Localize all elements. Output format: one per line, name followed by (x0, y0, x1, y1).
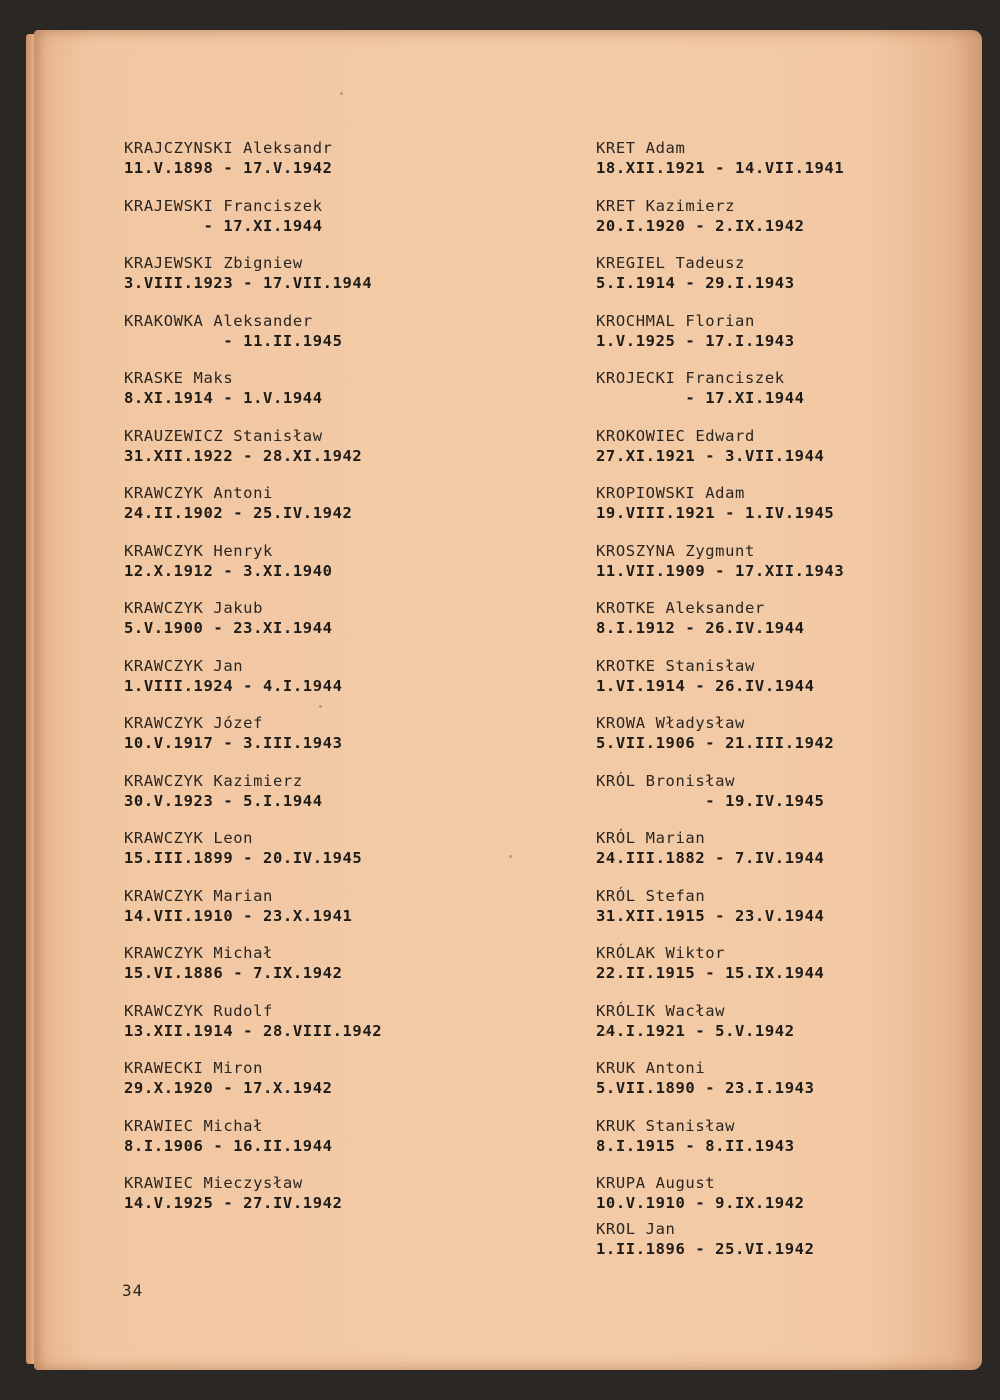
entry-name: KREGIEL Tadeusz (596, 254, 745, 272)
entry-name: KRET Kazimierz (596, 196, 736, 215)
entry-name: KRÓL Stefan (596, 886, 706, 905)
entry-left-16 (124, 1058, 504, 1116)
entry-right-18 (596, 1173, 976, 1219)
entry-dates: 11.V.1898 - 17.V.1942 (124, 159, 333, 177)
entry-left-10 (124, 713, 504, 771)
entry-name: KRÓL Bronisław (596, 771, 736, 790)
entry-right-3 (596, 311, 976, 369)
entry-name: KROJECKI Franciszek (596, 369, 785, 387)
entry-dates: 24.I.1921 - 5.V.1942 (596, 1021, 795, 1040)
entry-right-10 (596, 713, 976, 771)
entry-dates: 14.V.1925 - 27.IV.1942 (124, 1194, 343, 1212)
entry-left-12 (124, 828, 504, 886)
entry-dates: 10.V.1917 - 3.III.1943 (124, 734, 343, 752)
entry-dates: - 17.XI.1944 (596, 389, 805, 407)
entry-dates: 12.X.1912 - 3.XI.1940 (124, 561, 333, 580)
entry-left-13 (124, 886, 504, 944)
entry-dates: 8.I.1915 - 8.II.1943 (596, 1136, 795, 1155)
entry-left-0 (124, 138, 504, 196)
entry-name: KRUK Stanisław (596, 1116, 736, 1135)
entry-name: KRAJEWSKI Franciszek (124, 196, 323, 215)
entry-dates: 24.III.1882 - 7.IV.1944 (596, 849, 825, 867)
entry-name: KRAKOWKA Aleksander (124, 311, 313, 330)
entry-right-2 (596, 253, 976, 311)
entry-dates: 5.I.1914 - 29.I.1943 (596, 274, 795, 292)
entry-dates: 18.XII.1921 - 14.VII.1941 (596, 159, 845, 177)
entry-left-4 (124, 368, 504, 426)
paper-speck (509, 855, 512, 858)
entry-name: KROCHMAL Florian (596, 311, 755, 330)
right-column (596, 138, 976, 1277)
entry-right-6 (596, 483, 976, 541)
entry-left-14 (124, 943, 504, 1001)
entry-name: KROPIOWSKI Adam (596, 484, 745, 502)
entry-name: KRAWECKI Miron (124, 1059, 264, 1077)
entry-name: KRUPA August (596, 1174, 716, 1192)
entry-left-1 (124, 196, 504, 254)
entry-right-0 (596, 138, 976, 196)
entry-dates: 1.V.1925 - 17.I.1943 (596, 331, 795, 350)
entry-name: KRAWCZYK Antoni (124, 484, 273, 502)
entry-dates: 20.I.1920 - 2.IX.1942 (596, 216, 805, 235)
entry-name: KRAWCZYK Marian (124, 886, 273, 905)
entry-right-19 (596, 1219, 976, 1277)
entry-left-7 (124, 541, 504, 599)
entry-dates: 24.II.1902 - 25.IV.1942 (124, 504, 353, 522)
left-column (124, 138, 504, 1231)
entry-name: KRAWCZYK Michał (124, 944, 273, 962)
entry-right-1 (596, 196, 976, 254)
entry-left-6 (124, 483, 504, 541)
entry-dates: 15.III.1899 - 20.IV.1945 (124, 849, 363, 867)
entry-name: KROSZYNA Zygmunt (596, 541, 755, 560)
entry-name: KRET Adam (596, 139, 686, 157)
entry-dates: 11.VII.1909 - 17.XII.1943 (596, 561, 845, 580)
entry-right-13 (596, 886, 976, 944)
entry-dates: 5.V.1900 - 23.XI.1944 (124, 619, 333, 637)
entry-dates: 8.I.1912 - 26.IV.1944 (596, 619, 805, 637)
entry-dates: 1.VIII.1924 - 4.I.1944 (124, 676, 343, 695)
entry-left-17 (124, 1116, 504, 1174)
entry-name: KRÓLAK Wiktor (596, 944, 726, 962)
entry-left-18 (124, 1173, 504, 1231)
entry-name: KRAWCZYK Józef (124, 714, 264, 732)
entry-right-15 (596, 1001, 976, 1059)
entry-name: KRUK Antoni (596, 1059, 706, 1077)
entry-left-2 (124, 253, 504, 311)
entry-name: KRAWCZYK Rudolf (124, 1001, 273, 1020)
entry-name: KRAJCZYNSKI Aleksandr (124, 139, 333, 157)
entry-right-11 (596, 771, 976, 829)
entry-dates: 29.X.1920 - 17.X.1942 (124, 1079, 333, 1097)
document-page (34, 30, 982, 1370)
entry-name: KRAWCZYK Leon (124, 829, 254, 847)
entry-name: KRAWIEC Michał (124, 1116, 264, 1135)
page-number: 34 (122, 1281, 144, 1300)
entry-left-3 (124, 311, 504, 369)
entry-left-11 (124, 771, 504, 829)
entry-name: KRÓLIK Wacław (596, 1001, 726, 1020)
entry-right-5 (596, 426, 976, 484)
entry-right-12 (596, 828, 976, 886)
entry-name: KRAWIEC Mieczysław (124, 1174, 303, 1192)
entry-dates: 3.VIII.1923 - 17.VII.1944 (124, 274, 373, 292)
entry-dates: 13.XII.1914 - 28.VIII.1942 (124, 1021, 383, 1040)
entry-name: KROTKE Aleksander (596, 599, 765, 617)
entry-name: KRAWCZYK Kazimierz (124, 771, 303, 790)
entry-dates: 14.VII.1910 - 23.X.1941 (124, 906, 353, 925)
entry-name: KRAWCZYK Jan (124, 656, 244, 675)
entry-right-9 (596, 656, 976, 714)
entry-right-8 (596, 598, 976, 656)
entry-name: KROL Jan (596, 1220, 676, 1238)
entry-dates: - 11.II.1945 (124, 331, 343, 350)
entry-left-15 (124, 1001, 504, 1059)
entry-dates: 5.VII.1890 - 23.I.1943 (596, 1079, 815, 1097)
entry-dates: 15.VI.1886 - 7.IX.1942 (124, 964, 343, 982)
entry-name: KRAJEWSKI Zbigniew (124, 254, 303, 272)
entry-name: KRAWCZYK Henryk (124, 541, 273, 560)
entry-dates: - 19.IV.1945 (596, 791, 825, 810)
entry-name: KROKOWIEC Edward (596, 426, 755, 445)
entry-dates: 8.I.1906 - 16.II.1944 (124, 1136, 333, 1155)
entry-right-16 (596, 1058, 976, 1116)
entry-dates: 8.XI.1914 - 1.V.1944 (124, 389, 323, 407)
entry-left-8 (124, 598, 504, 656)
entry-dates: 1.II.1896 - 25.VI.1942 (596, 1240, 815, 1258)
entry-dates: 1.VI.1914 - 26.IV.1944 (596, 676, 815, 695)
entry-dates: 19.VIII.1921 - 1.IV.1945 (596, 504, 835, 522)
entry-right-4 (596, 368, 976, 426)
entry-dates: 27.XI.1921 - 3.VII.1944 (596, 446, 825, 465)
paper-speck (340, 92, 343, 95)
entry-dates: 5.VII.1906 - 21.III.1942 (596, 734, 835, 752)
entry-right-14 (596, 943, 976, 1001)
entry-right-17 (596, 1116, 976, 1174)
entry-left-5 (124, 426, 504, 484)
entry-name: KRÓL Marian (596, 829, 706, 847)
entry-dates: 30.V.1923 - 5.I.1944 (124, 791, 323, 810)
entry-name: KRAWCZYK Jakub (124, 599, 264, 617)
entry-name: KRAUZEWICZ Stanisław (124, 426, 323, 445)
entry-name: KROTKE Stanisław (596, 656, 755, 675)
entry-name: KRASKE Maks (124, 369, 234, 387)
entry-dates: 31.XII.1922 - 28.XI.1942 (124, 446, 363, 465)
entry-dates: 10.V.1910 - 9.IX.1942 (596, 1194, 805, 1212)
entry-dates: 31.XII.1915 - 23.V.1944 (596, 906, 825, 925)
entry-name: KROWA Władysław (596, 714, 745, 732)
entry-right-7 (596, 541, 976, 599)
entry-dates: - 17.XI.1944 (124, 216, 323, 235)
entry-left-9 (124, 656, 504, 714)
entry-dates: 22.II.1915 - 15.IX.1944 (596, 964, 825, 982)
